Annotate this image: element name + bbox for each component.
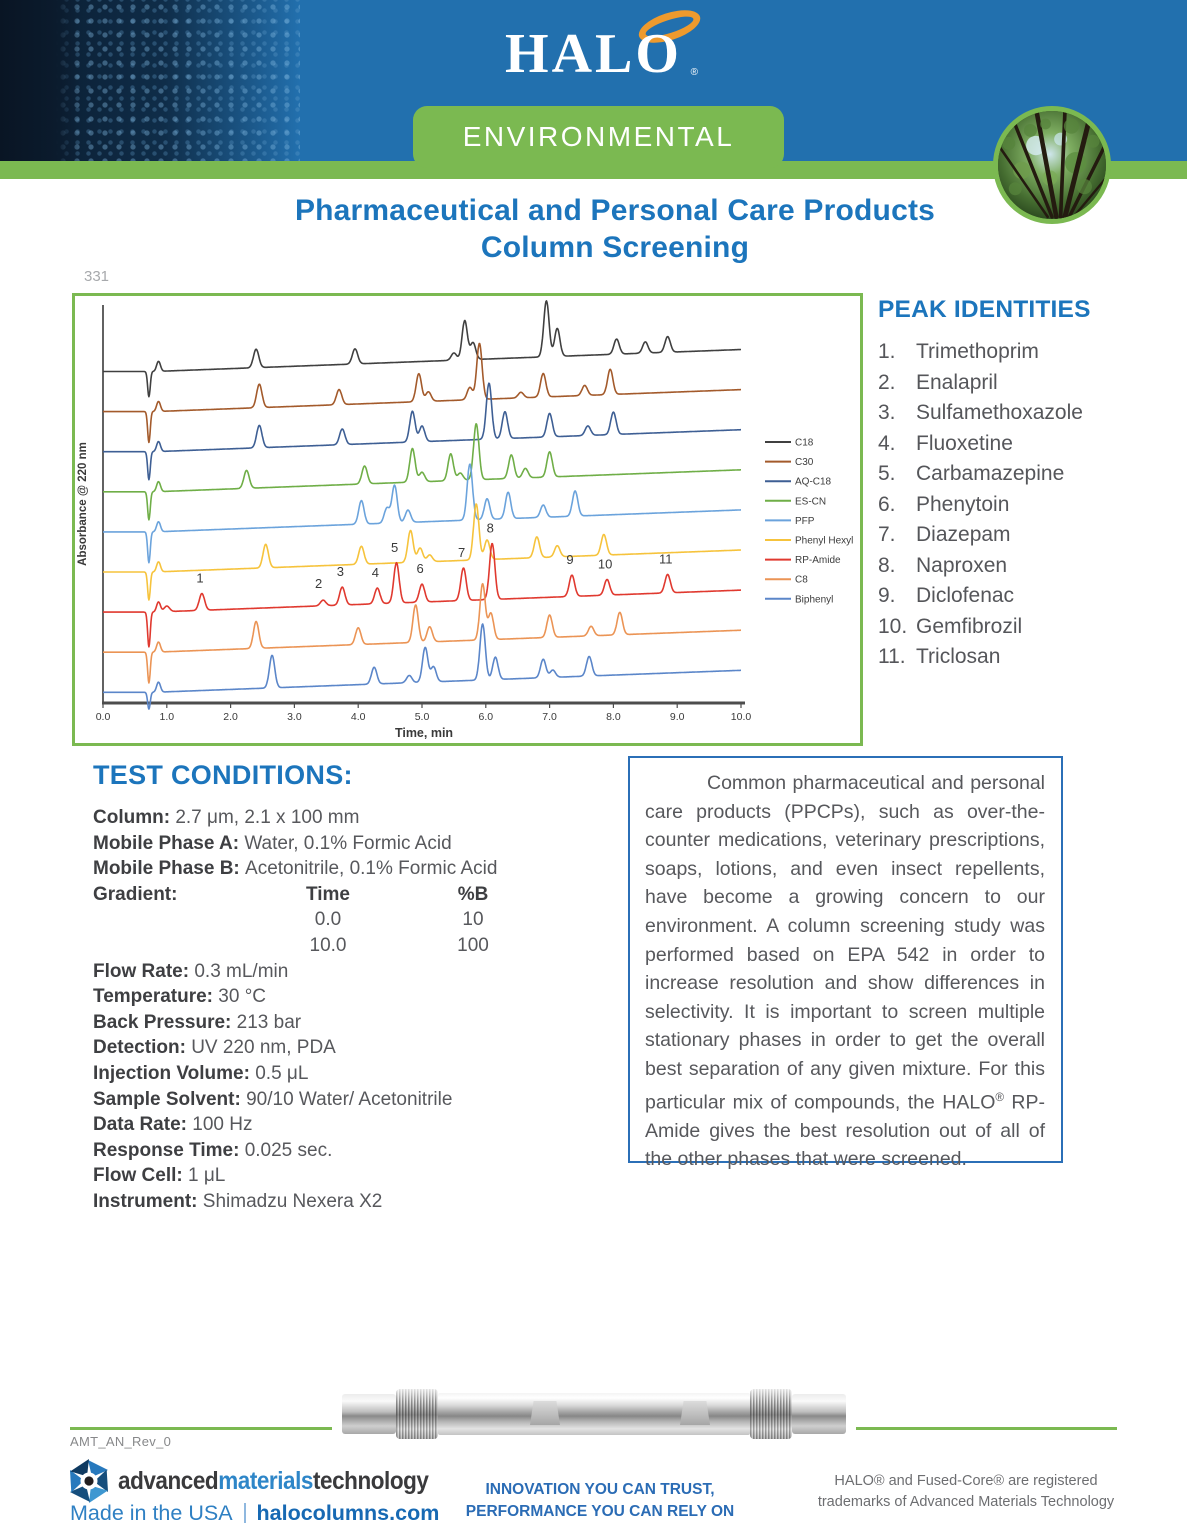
x-tick-label: 10.0 [730, 711, 752, 723]
peak-compound-name: Phenytoin [916, 492, 1010, 516]
peak-identities-panel [878, 296, 1178, 673]
peak-identity-item [878, 429, 1178, 460]
chromatogram-panel [72, 293, 863, 746]
x-tick-label: 6.0 [478, 711, 494, 723]
peak-number: 8. [878, 553, 896, 577]
trace-aq-c18 [103, 383, 741, 480]
legend-label: Phenyl Hexyl [795, 535, 854, 547]
peak-identity-item [878, 612, 1178, 643]
test-conditions-rows-b [93, 959, 633, 1215]
test-condition-row: Instrument: Shimadzu Nexera X2 [93, 1190, 383, 1212]
peak-number: 2. [878, 370, 896, 394]
amt-logo-text: advancedmaterialstechnology [118, 1466, 429, 1495]
test-condition-row: Flow Rate: 0.3 mL/min [93, 960, 289, 982]
trace-rp-amide [103, 544, 741, 647]
peak-number: 3. [878, 401, 896, 424]
gradient-table [93, 882, 633, 959]
peak-number-label: 3 [336, 564, 344, 580]
amt-pinwheel-icon [66, 1458, 112, 1504]
peak-identity-item [878, 520, 1178, 551]
peak-number: 10. [878, 614, 908, 638]
peak-number-label: 1 [196, 570, 204, 586]
peak-identity-item [878, 642, 1178, 673]
environmental-banner-label: ENVIRONMENTAL [462, 121, 735, 152]
column-end-fitting-right [792, 1394, 846, 1434]
environmental-banner [413, 106, 784, 168]
test-condition-row: Response Time: 0.025 sec. [93, 1139, 333, 1161]
peak-number: 1. [878, 340, 896, 363]
peak-compound-name: Diazepam [916, 523, 1011, 546]
trace-es-cn [103, 424, 741, 520]
legend-label: PFP [795, 515, 815, 527]
made-in-usa-line [70, 1501, 439, 1526]
peak-number: 6. [878, 492, 896, 516]
header-tree-silhouette [0, 0, 80, 163]
column-port-2 [680, 1401, 710, 1425]
page-title [60, 192, 1170, 266]
x-tick-label: 0.0 [95, 711, 111, 723]
description-box [628, 756, 1063, 1171]
x-axis-title: Time, min [394, 726, 454, 740]
gradient-value-row: 10.0 100 [309, 934, 489, 956]
registered-mark: ® [995, 1090, 1004, 1104]
column-knurl-left [396, 1389, 438, 1439]
peak-number-label: 5 [390, 539, 399, 555]
peak-compound-name: Diclofenac [916, 584, 1015, 607]
x-tick-label: 9.0 [669, 711, 685, 723]
peak-number-label: 6 [416, 561, 424, 577]
tagline-line-1: INNOVATION YOU CAN TRUST, [485, 1481, 715, 1498]
peak-identities-list [878, 337, 1178, 673]
peak-number-label: 11 [658, 551, 673, 567]
legend-label: ES-CN [795, 496, 827, 508]
test-conditions-panel [93, 760, 633, 1215]
test-condition-row: Detection: UV 220 nm, PDA [93, 1037, 336, 1059]
column-port-1 [530, 1401, 560, 1425]
peak-number-label: 9 [566, 552, 574, 568]
peak-identity-item [878, 551, 1178, 582]
peak-compound-name: Carbamazepine [916, 462, 1065, 485]
trace-biphenyl [103, 624, 741, 709]
peak-compound-name: Enalapril [916, 370, 998, 394]
peak-number-label: 7 [457, 545, 466, 561]
peak-compound-name: Fluoxetine [916, 431, 1013, 455]
peak-number-label: 10 [597, 556, 613, 572]
y-axis-title: Absorbance @ 220 nm [77, 442, 89, 566]
gradient-header-row [93, 882, 633, 908]
peak-number: 7. [878, 523, 896, 546]
peak-identity-item [878, 337, 1178, 368]
peak-compound-name: Triclosan [916, 645, 1001, 668]
gradient-value-row: 0.0 10 [314, 909, 484, 931]
peak-compound-name: Trimethoprim [916, 340, 1039, 363]
column-end-fitting-left [342, 1394, 396, 1434]
trademark-line-2: trademarks of Advanced Materials Technology [817, 1493, 1115, 1510]
test-condition-row: Data Rate: 100 Hz [93, 1114, 253, 1136]
forest-photo [993, 106, 1111, 224]
test-condition-row: Mobile Phase A: Water, 0.1% Formic Acid [93, 832, 452, 854]
x-tick-label: 4.0 [350, 711, 366, 723]
gradient-percent-b-header: %B [457, 883, 489, 905]
figure-number: 331 [84, 268, 110, 285]
test-condition-row: Back Pressure: 213 bar [93, 1011, 302, 1033]
x-tick-label: 7.0 [542, 711, 557, 723]
x-tick-label: 3.0 [287, 711, 302, 723]
peak-compound-name: Sulfamethoxazole [916, 401, 1083, 424]
peak-identities-heading: PEAK IDENTITIES [878, 296, 1091, 323]
peak-number: 4. [878, 431, 896, 455]
amt-logo [66, 1458, 463, 1504]
peak-number-label: 2 [315, 576, 323, 592]
peak-identity-item [878, 490, 1178, 521]
legend-label: RP-Amide [795, 555, 841, 567]
chromatogram-svg [75, 296, 860, 743]
page-title-line-2: Column Screening [480, 231, 750, 264]
legend-label: C8 [795, 574, 808, 586]
trademark-line-1: HALO® and Fused-Core® are registered [834, 1473, 1098, 1489]
peak-number-label: 8 [486, 520, 494, 536]
test-condition-row: Mobile Phase B: Acetonitrile, 0.1% Formic Acid [93, 858, 498, 880]
legend-label: C30 [795, 457, 814, 469]
trace-c30 [103, 344, 741, 443]
peak-identity-item [878, 459, 1178, 490]
pipe-divider [244, 1503, 246, 1523]
page-title-line-1: Pharmaceutical and Personal Care Products [294, 194, 936, 227]
forest-photo-art [998, 111, 1106, 219]
halo-registered-mark: ® [690, 67, 698, 78]
test-condition-row: Flow Cell: 1 μL [93, 1165, 226, 1187]
made-in-usa-label: Made in the USA [70, 1501, 233, 1525]
legend-label: AQ-C18 [795, 476, 832, 488]
peak-identity-item [878, 398, 1178, 429]
peak-compound-name: Naproxen [916, 553, 1008, 577]
tagline-line-2: PERFORMANCE YOU CAN RELY ON [465, 1502, 735, 1520]
test-condition-row: Temperature: 30 °C [93, 986, 267, 1008]
test-condition-row: Column: 2.7 μm, 2.1 x 100 mm [93, 807, 360, 828]
peak-identity-item [878, 368, 1178, 399]
trace-c18 [103, 301, 741, 397]
description-text: Common pharmaceutical and personal care products (PPCPs), such as over-the-counter medications, veterinary prescriptions, soaps, lotions, and even insect repellents, have become a growing concern to our environment. A column screening study was performed based on EPA 542 in order to increase resolution and show differences in selectivity. It is important to screen multiple stationary phases in order to get the overall best separation of any given mixture. For this particular mix of compounds, the HALO® RP-Amide gives the best resolution out of all of the other phases that were screened. [645, 772, 1045, 1171]
x-tick-label: 5.0 [414, 711, 430, 723]
website-link[interactable]: halocolumns.com [256, 1501, 440, 1525]
halo-logo [505, 23, 698, 85]
legend-label: Biphenyl [795, 594, 834, 606]
test-conditions-rows-a [93, 805, 633, 882]
trademark-note [798, 1471, 1134, 1512]
x-tick-label: 1.0 [159, 711, 175, 723]
peak-number-label: 4 [371, 565, 380, 581]
test-conditions-heading: TEST CONDITIONS: [93, 760, 353, 790]
x-tick-label: 2.0 [223, 711, 238, 723]
peak-number: 11. [878, 645, 906, 668]
trace-pfp [103, 464, 741, 563]
test-condition-row: Injection Volume: 0.5 μL [93, 1062, 309, 1084]
x-tick-label: 8.0 [606, 711, 621, 723]
peak-number: 9. [878, 584, 896, 607]
peak-compound-name: Gemfibrozil [916, 614, 1023, 638]
halo-logo-text: HALO [505, 23, 682, 85]
gradient-label: Gradient: [93, 883, 178, 905]
legend-label: C18 [795, 437, 814, 449]
column-knurl-right [750, 1389, 792, 1439]
revision-label: AMT_AN_Rev_0 [70, 1434, 172, 1449]
gradient-time-header: Time [305, 883, 350, 905]
tagline [420, 1479, 780, 1522]
test-condition-row: Sample Solvent: 90/10 Water/ Acetonitrile [93, 1088, 453, 1110]
peak-identity-item [878, 581, 1178, 612]
peak-number: 5. [878, 462, 896, 485]
hplc-column-photo [332, 1383, 856, 1445]
